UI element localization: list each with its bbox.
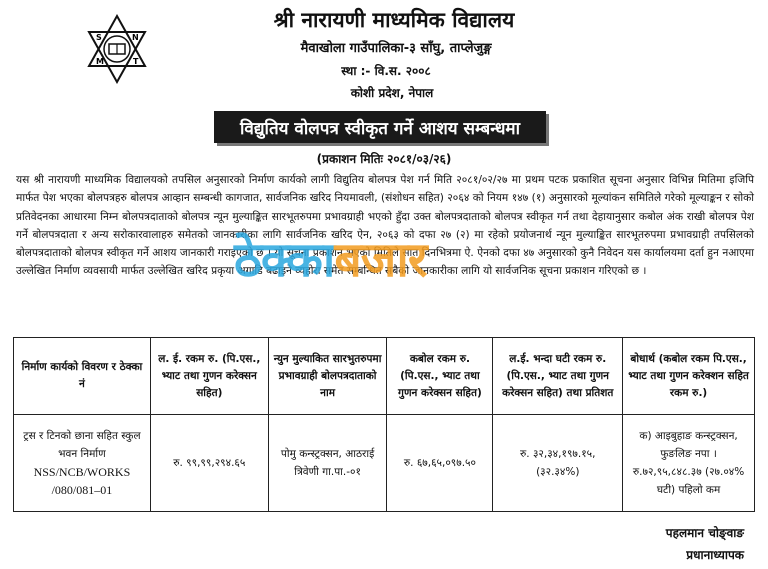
school-name: श्री नारायणी माध्यमिक विद्यालय [273, 8, 515, 32]
logo-letter-2: N [132, 33, 139, 42]
work-description: ट्रस र टिनको छाना सहित स्कुल भवन निर्माण [23, 430, 141, 460]
header-bid-amount: कबोल रकम रु. (पि.एस., भ्याट तथा गुणन करेक्सन सहित) [387, 338, 493, 415]
contract-number: NSS/NCB/WORKS /080/081–01 [33, 465, 131, 497]
cell-work [14, 415, 151, 512]
cell-less-amount [493, 415, 623, 512]
province: कोशी प्रदेश, नेपाल [350, 86, 434, 100]
header-estimate: ल. ई. रकम रु. (पि.एस., भ्याट तथा गुणन करेक्सन सहित) [150, 338, 268, 415]
cell-bid-amount: रु. ६७,६५,०९७.५० [387, 415, 493, 512]
established-year: स्था :- वि.स. २००८ [341, 64, 431, 78]
logo-letter-4: T [133, 57, 139, 66]
less-percent: (३२.३४%) [536, 466, 580, 478]
header-work-description: निर्माण कार्यको विवरण र ठेक्का नं [14, 338, 151, 415]
signatory-title: प्रधानाध्यापक [686, 548, 744, 562]
notice-body: यस श्री नारायणी माध्यमिक विद्यालयको तपसिल अनुसारको निर्माण कार्यको लागी विद्युतिय बोलपत्र पेश गर्न मिति २०८१/०२/२७ मा प्रथम पटक प्रकाशित सूचना अनुसार विभिन्न मितिमा इजिपि मार्फत पेश भएका बोलपत्रहरु बोलपत्र आव्हान सम्बन्धी कागजात, सार्वजनिक खरिद नियमावली, (संशोधन सहित) २०६४ को नियम १४७ (१) अनुसारको मूल्यांकन समितिले गरेको मूल्याङ्कन र सोको प्रतिवेदनका आधारमा निम्न बोलपत्रदाताको बोलपत्र न्यून मुल्याङ्कित सारभूतरुपमा प्रभावग्राही भएको हुँदा उक्त बोलपत्रदाताको बोलपत्र स्वीकृत गर्न तथा देहायानुसार कबोल अंक राखी बोलपत्र पेश गर्ने बोलपत्रदाता र अन्य सरोकारवालाहरु समेतको जानकारीका लागि सार्वजनिक खरिद ऐन, २०६३ को दफा २७ (२) मा रहेको प्रयोजनार्थ न्यून मुल्याङ्कित सारभूतरुपमा प्रभावग्राही तपसिलको बोलपत्रदाताको बोलपत्र स्वीकृत गर्ने आशय जानकारी गराइएको छ । यो सूचना प्रकाशन भएको मितिले सात दिनभित्रमा ऐ. ऐनको दफा ४७ अनुसारको कुनै निवेदन यस कार्यालयमा दर्ता हुन नआएमा उल्लेखित निर्माण व्यवसायी मार्फत उल्लेखित खरिद प्रकृया अगाडि बढाइने व्यहोरा समेत सम्बन्धित सबैको जानकारीका लागि यो सार्वजनिक सूचना प्रकाशन गरिएको छ । [16, 174, 754, 278]
publication-date: (प्रकाशन मितिः २०८१/०३/२६) [316, 152, 452, 166]
cell-bidder: पोमु कन्स्ट्रक्सन, आठराई त्रिवेणी गा.पा.-०१ [268, 415, 387, 512]
watermark-part-1: ठेक्का [234, 232, 335, 288]
logo-letter-3: M [96, 57, 104, 66]
cell-cc: क) आइबुहाङ कन्स्ट्रक्सन, फुङलिङ नपा । रु.७२,९५,८४८.३७ (२७.०४% घटी) पहिलो कम [623, 415, 755, 512]
cell-estimate: रु. ९९,९९,२९४.६५ [150, 415, 268, 512]
table-row [14, 415, 755, 512]
header-cc: बोधार्थ (कबोल रकम पि.एस., भ्याट तथा गुणन करेक्शन सहित रकम रु.) [623, 338, 755, 415]
tender-table [13, 337, 755, 512]
notice-title: विद्युतिय वोलपत्र स्वीकृत गर्ने आशय सम्बन्धमा [214, 111, 546, 143]
table-header-row [14, 338, 755, 415]
less-amount: रु. ३२,३४,१९७.१५, [520, 448, 596, 460]
watermark-part-2: बजार [334, 232, 427, 288]
header-less-amount: ल.ई. भन्दा घटी रकम रु. (पि.एस., भ्याट तथा गुणन करेक्सन सहित) तथा प्रतिशत [493, 338, 623, 415]
school-address: मैवाखोला गाउँपालिका-३ साँघु, ताप्लेजुङ्ग [300, 41, 492, 56]
header-bidder: न्युन मुल्याकित सारभुतरुपमा प्रभावग्राही बोलपत्रदाताको नाम [268, 338, 387, 415]
logo-letter-1: S [96, 33, 102, 42]
signatory-name: पहलमान चोङ्वाङ [665, 526, 744, 540]
